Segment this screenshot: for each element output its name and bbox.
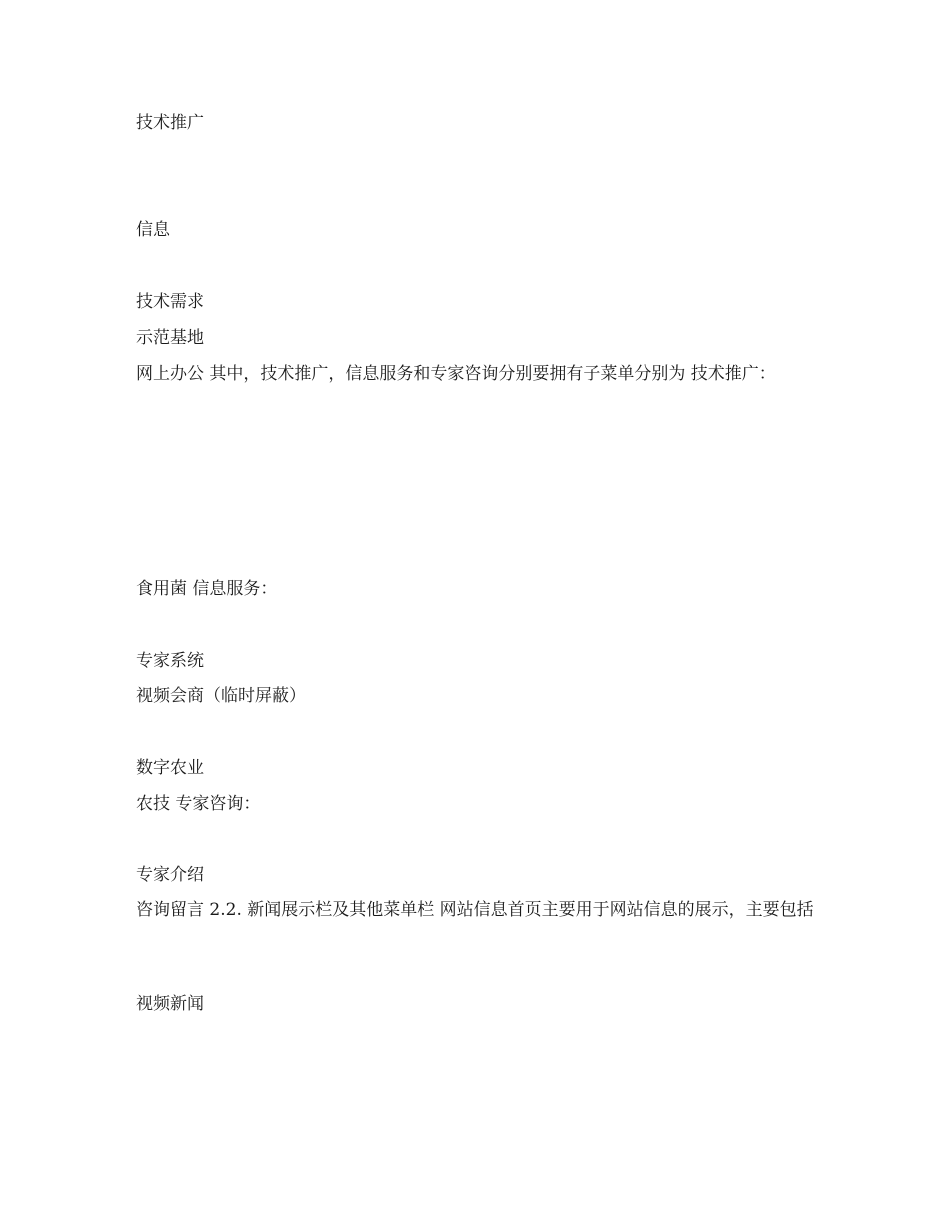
text-line: 专家介绍 xyxy=(136,865,204,885)
text-line: 专家系统 xyxy=(136,651,204,671)
text-line: 数字农业 xyxy=(136,758,204,778)
text-line: 信息 xyxy=(136,220,170,240)
text-line: 技术需求 xyxy=(136,292,204,312)
text-line: 视频会商（临时屏蔽） xyxy=(136,686,306,706)
text-line: 农技 专家咨询： xyxy=(136,794,261,814)
text-paragraph: 咨询留言 2.2. 新闻展示栏及其他菜单栏 网站信息首页主要用于网站信息的展示，主要包括 xyxy=(136,900,814,920)
text-line: 网上办公 其中，技术推广，信息服务和专家咨询分别要拥有子菜单分别为 技术推广： xyxy=(136,364,776,384)
text-line: 示范基地 xyxy=(136,328,204,348)
text-line: 食用菌 信息服务： xyxy=(136,579,278,599)
text-line: 视频新闻 xyxy=(136,994,204,1014)
text-line: 技术推广 xyxy=(136,113,204,133)
